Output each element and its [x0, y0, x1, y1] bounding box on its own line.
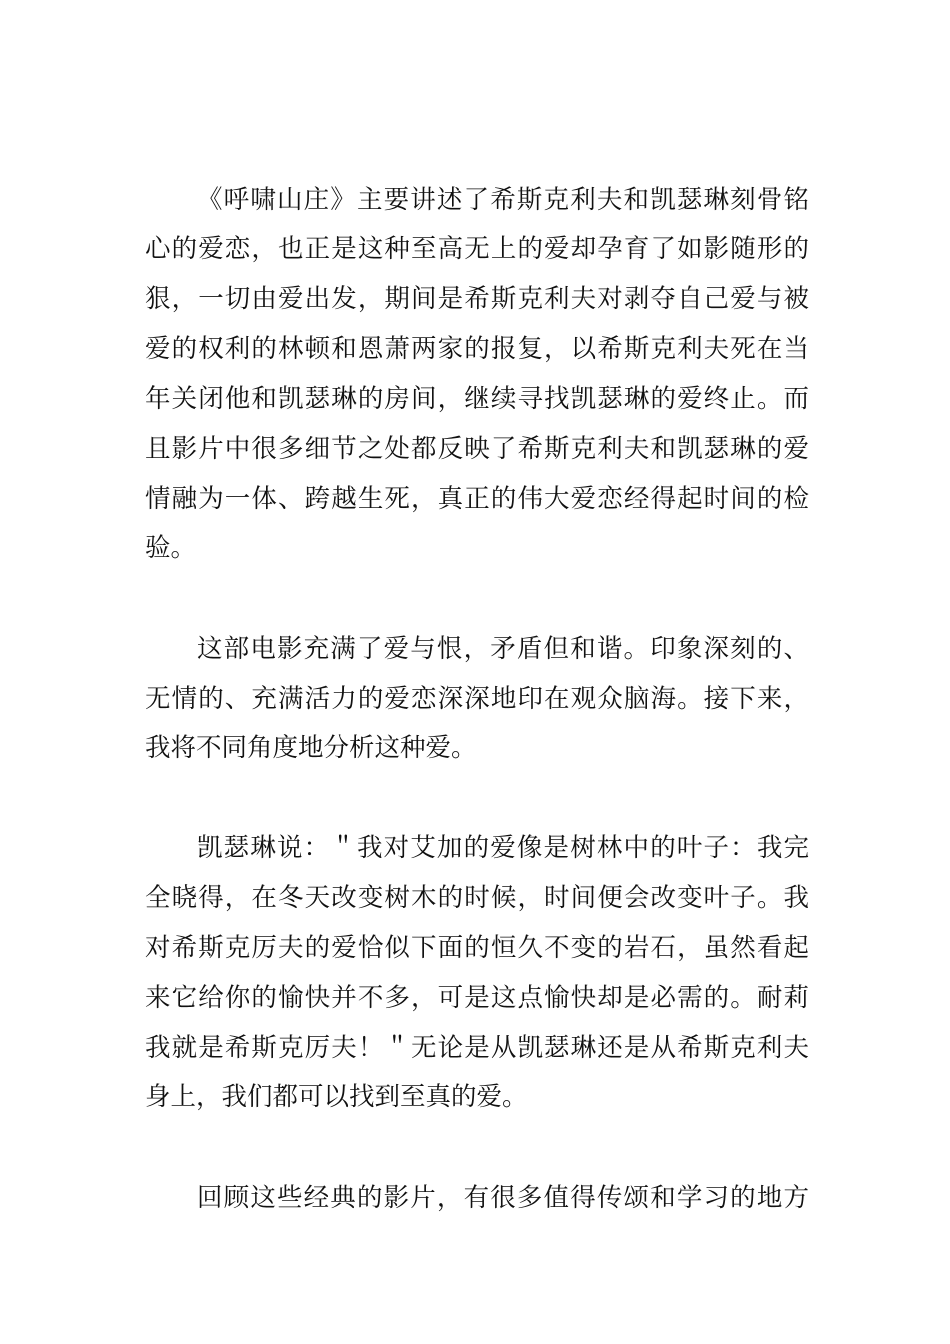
- paragraph-line: 来它给你的愉快并不多，可是这点愉快却是必需的。耐莉: [145, 983, 809, 1013]
- paragraph-line: 爱的权利的林顿和恩萧两家的报复，以希斯克利夫死在当: [145, 334, 809, 364]
- paragraph-line: 回顾这些经典的影片，有很多值得传颂和学习的地方: [197, 1183, 809, 1213]
- paragraph-line: 狠，一切由爱出发，期间是希斯克利夫对剥夺自己爱与被: [145, 284, 809, 314]
- paragraph-line: 我就是希斯克厉夫！＂无论是从凯瑟琳还是从希斯克利夫: [145, 1033, 809, 1063]
- paragraph-line: 身上，我们都可以找到至真的爱。: [145, 1082, 528, 1112]
- paragraph-line: 凯瑟琳说：＂我对艾加的爱像是树林中的叶子：我完: [197, 833, 809, 863]
- paragraph-line: 且影片中很多细节之处都反映了希斯克利夫和凯瑟琳的爱: [145, 434, 809, 464]
- paragraph-line: 年关闭他和凯瑟琳的房间，继续寻找凯瑟琳的爱终止。而: [145, 384, 809, 414]
- paragraph-line: 心的爱恋，也正是这种至高无上的爱却孕育了如影随形的: [145, 234, 809, 264]
- paragraph-line: 对希斯克厉夫的爱恰似下面的恒久不变的岩石，虽然看起: [145, 933, 809, 963]
- paragraph-line: 《呼啸山庄》主要讲述了希斯克利夫和凯瑟琳刻骨铭: [197, 185, 809, 215]
- paragraph-line: 验。: [145, 533, 197, 563]
- paragraph-line: 这部电影充满了爱与恨，矛盾但和谐。印象深刻的、: [197, 634, 809, 664]
- paragraph-line: 无情的、充满活力的爱恋深深地印在观众脑海。接下来，: [145, 684, 809, 714]
- paragraph-line: 全晓得，在冬天改变树木的时候，时间便会改变叶子。我: [145, 883, 809, 913]
- paragraph-line: 情融为一体、跨越生死，真正的伟大爱恋经得起时间的检: [145, 484, 809, 514]
- paragraph-line: 我将不同角度地分析这种爱。: [145, 733, 477, 763]
